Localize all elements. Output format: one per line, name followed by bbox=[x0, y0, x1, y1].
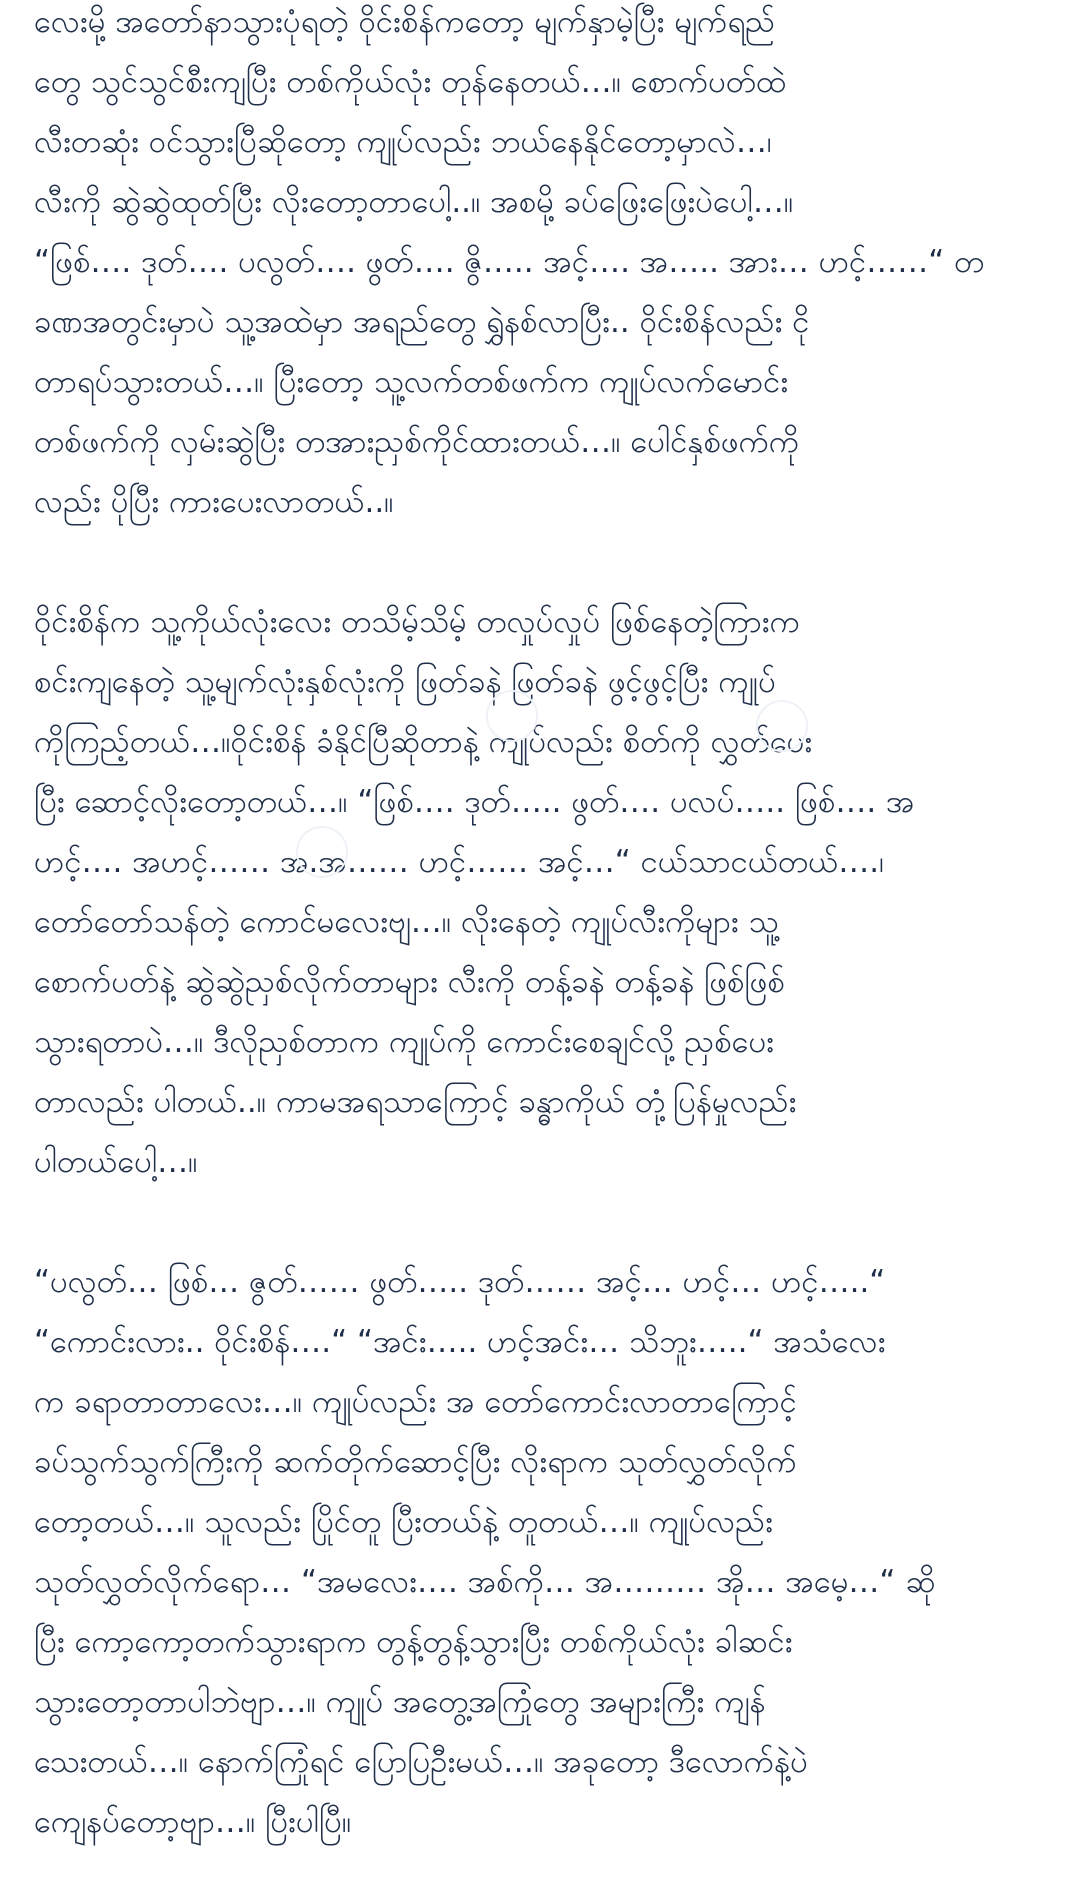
text-line: တော်တော်သန်တဲ့ ကောင်မလေးဗျ…။ လိုးနေတဲ့ ကျုပ်လီးကိုများ သူ့ bbox=[34, 904, 779, 940]
text-line: ကျေနပ်တော့ဗျာ…။ ပြီးပါပြီ။ bbox=[34, 1804, 352, 1840]
text-line: ပါတယ်ပေါ့…။ bbox=[34, 1144, 198, 1180]
text-line: ခဏအတွင်းမှာပဲ သူ့အထဲမှာ အရည်တွေ ရွှဲနစ်လာပြီး.. ဝိုင်းစိန်လည်း ငို bbox=[34, 304, 810, 340]
paragraph-2 bbox=[34, 592, 1050, 1192]
text-line: သေးတယ်…။ နောက်ကြုံရင် ပြောပြဦးမယ်…။ အခုတော့ ဒီလောက်နဲ့ပဲ bbox=[34, 1744, 808, 1780]
text-line: ကိုကြည့်တယ်…။ဝိုင်းစိန် ခံနိုင်ပြီဆိုတာနဲ့ ကျုပ်လည်း စိတ်ကို လွှတ်ပေး bbox=[34, 724, 813, 760]
text-line: “ကောင်းလား.. ဝိုင်းစိန်….“ “အင်း….. ဟင့်အင်း… သိဘူး…..“ အသံလေး bbox=[34, 1324, 886, 1360]
text-line: တာရပ်သွားတယ်…။ ပြီးတော့ သူ့လက်တစ်ဖက်က ကျုပ်လက်မောင်း bbox=[34, 364, 789, 400]
text-line: စင်းကျနေတဲ့ သူ့မျက်လုံးနှစ်လုံးကို ဖြတ်ခနဲ ဖြတ်ခနဲ ဖွင့်ဖွင့်ပြီး ကျုပ် bbox=[34, 664, 776, 700]
paragraph-1 bbox=[34, 0, 1050, 532]
text-line: လီးကို ဆွဲဆွဲထုတ်ပြီး လိုးတော့တာပေါ့..။ အစမို့ ခပ်ဖြေးဖြေးပဲပေါ့…။ bbox=[34, 184, 794, 220]
text-line: ပြီး ဆောင့်လိုးတော့တယ်…။ “ဖြစ်…. ဒုတ်….. ဖွတ်…. ပလပ်….. ဖြစ်…. အ bbox=[34, 784, 915, 820]
text-line: “ပလွတ်… ဖြစ်… ဇွတ်…… ဖွတ်….. ဒုတ်…… အင့်… ဟင့်… ဟင့်…..“ bbox=[34, 1264, 886, 1300]
text-line: တစ်ဖက်ကို လှမ်းဆွဲပြီး တအားညှစ်ကိုင်ထားတယ်…။ ပေါင်နှစ်ဖက်ကို bbox=[34, 424, 800, 460]
text-line: “ဖြစ်…. ဒုတ်…. ပလွတ်…. ဖွတ်…. ဇွိ….. အင့်…. အ….. အား… ဟင့်……“ တ bbox=[34, 244, 985, 280]
paragraph-3 bbox=[34, 1252, 1050, 1852]
text-line: တွေ သွင်သွင်စီးကျပြီး တစ်ကိုယ်လုံး တုန်နေတယ်…။ စောက်ပတ်ထဲ bbox=[34, 64, 786, 100]
text-line: လီးတဆုံး ဝင်သွားပြီဆိုတော့ ကျုပ်လည်း ဘယ်နေနိုင်တော့မှာလဲ…၊ bbox=[34, 124, 772, 160]
text-line: က ခရာတာတာလေး…။ ကျုပ်လည်း အ တော်ကောင်းလာတာကြောင့် bbox=[34, 1384, 797, 1420]
text-line: စောက်ပတ်နဲ့ ဆွဲဆွဲညှစ်လိုက်တာများ လီးကို တန့်ခနဲ တန့်ခနဲ ဖြစ်ဖြစ် bbox=[34, 964, 785, 1000]
article-body bbox=[34, 0, 1050, 1852]
text-line: သွားတော့တာပါဘဲဗျာ…။ ကျုပ် အတွေ့အကြုံတွေ အများကြီး ကျန် bbox=[34, 1684, 766, 1720]
text-line: ဝိုင်းစိန်က သူ့ကိုယ်လုံးလေး တသိမ့်သိမ့် တလှုပ်လှုပ် ဖြစ်နေတဲ့ကြားက bbox=[34, 604, 800, 640]
text-line: သုတ်လွှတ်လိုက်ရော… “အမလေး…. အစ်ကို… အ……… အို… အမေ့…“ ဆို bbox=[34, 1564, 936, 1600]
text-line: ဟင့်…. အဟင့်…… အ.အ…… ဟင့်…… အင့်…“ ငယ်သာငယ်တယ်….၊ bbox=[34, 844, 884, 880]
text-line: ခပ်သွက်သွက်ကြီးကို ဆက်တိုက်ဆောင့်ပြီး လိုးရာက သုတ်လွှတ်လိုက် bbox=[34, 1444, 797, 1480]
text-line: လည်း ပိုပြီး ကားပေးလာတယ်..။ bbox=[34, 484, 394, 520]
text-line: တော့တယ်…။ သူလည်း ပြိုင်တူ ပြီးတယ်နဲ့ တူတယ်…။ ကျုပ်လည်း bbox=[34, 1504, 774, 1540]
text-line: လေးမို့ အတော်နာသွားပုံရတဲ့ ဝိုင်းစိန်ကတော့ မျက်နှာမဲ့ပြီး မျက်ရည် bbox=[34, 4, 776, 40]
text-line: သွားရတာပဲ…။ ဒီလိုညှစ်တာက ကျုပ်ကို ကောင်းစေချင်လို့ ညှစ်ပေး bbox=[34, 1024, 775, 1060]
text-line: ပြီး ကော့ကော့တက်သွားရာက တွန့်တွန့်သွားပြီး တစ်ကိုယ်လုံး ခါဆင်း bbox=[34, 1624, 793, 1660]
text-line: တာလည်း ပါတယ်..။ ကာမအရသာကြောင့် ခန္ဓာကိုယ် တုံ့ပြန်မှုလည်း bbox=[34, 1084, 797, 1120]
